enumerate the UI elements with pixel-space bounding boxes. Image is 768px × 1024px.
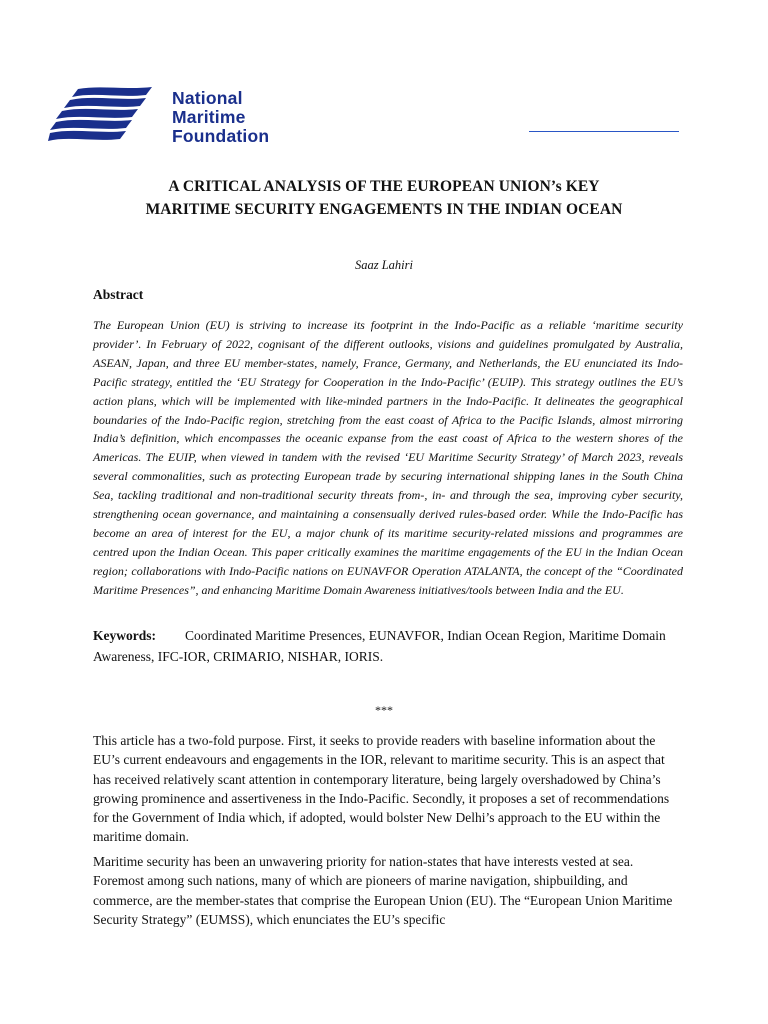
logo-wordmark: [172, 89, 269, 146]
logo-line-foundation: Foundation: [172, 126, 270, 146]
section-separator: ***: [375, 703, 393, 717]
abstract-heading: Abstract: [93, 287, 144, 302]
body-paragraph-1: This article has a two-fold purpose. First, it seeks to provide readers with baseline information about the EU’s current endeavours and engagements in the IOR, relevant to maritime security. This is an aspect that has received relatively scant attention in contemporary literature, being largely overshadowed by China’s growing prominence and assertiveness in the Indo-Pacific. Secondly, it proposes a set of recommendations for the Government of India which, if adopted, would bolster New Delhi’s approach to the EU within the maritime domain.: [93, 733, 670, 845]
author-name: Saaz Lahiri: [354, 258, 413, 272]
keywords-block: [93, 626, 683, 667]
keywords-list: Coordinated Maritime Presences, EUNAVFOR, Indian Ocean Region, Maritime Domain Awareness, IFC-IOR, CRIMARIO, NISHAR, IORIS.: [93, 628, 666, 664]
header-rule: [529, 131, 679, 132]
body-paragraph-2: Maritime security has been an unwavering priority for nation-states that have interests vested at sea. Foremost among such nations, many of which are pioneers of marine navigation, shipbuilding, and commerce, are the member-states that comprise the European Union (EU). The “European Union Maritime Security Strategy” (EUMSS), which enunciates the EU’s specific: [93, 854, 673, 927]
title-line-2: MARITIME SECURITY ENGAGEMENTS IN THE INDIAN OCEAN: [145, 201, 623, 218]
wave-emblem-icon: [48, 86, 178, 148]
logo-line-national: National: [172, 88, 243, 108]
logo-line-maritime: Maritime: [172, 107, 246, 127]
organization-logo: [48, 86, 270, 148]
abstract-text: The European Union (EU) is striving to increase its footprint in the Indo-Pacific as a reliable ‘maritime security provider’. In February of 2022, cognisant of the different outlooks, visions and guidelines promulgated by Australia, ASEAN, Japan, and three EU member-states, namely, France, Germany, and Netherlands, the EU enunciated its Indo-Pacific strategy, entitled the ‘EU Strategy for Cooperation in the Indo-Pacific’ (EUIP). This strategy outlines the EU’s action plans, which will be implemented with like-minded partners in the Indo-Pacific. It delineates the geographical boundaries of the Indo-Pacific region, stretching from the east coast of Africa to the Pacific Islands, almost mirroring India’s definition, which encompasses the oceanic expanse from the east coast of Africa to the western shores of the Americas. The EUIP, when viewed in tandem with the revised ‘EU Maritime Security Strategy’ of March 2023, reveals several commonalities, such as protecting European trade by securing international shipping lanes in the South China Sea, tackling traditional and non-traditional security threats from-, in- and through the sea, improving cyber security, strengthening ocean governance, and maintaining a consensually derived rules-based order. While the Indo-Pacific has become an area of interest for the EU, a major chunk of its maritime security-related missions and programmes are centred upon the Indian Ocean. This paper critically examines the maritime engagements of the EU in the Indian Ocean region; collaborations with Indo-Pacific nations on EUNAVFOR Operation ATALANTA, the concept of the “Coordinated Maritime Presences”, and enhancing Maritime Domain Awareness initiatives/tools between India and the EU.: [93, 318, 683, 597]
keywords-label: Keywords:: [93, 628, 156, 643]
document-title: [60, 175, 708, 221]
title-line-1: A CRITICAL ANALYSIS OF THE EUROPEAN UNION’s KEY: [168, 178, 600, 195]
